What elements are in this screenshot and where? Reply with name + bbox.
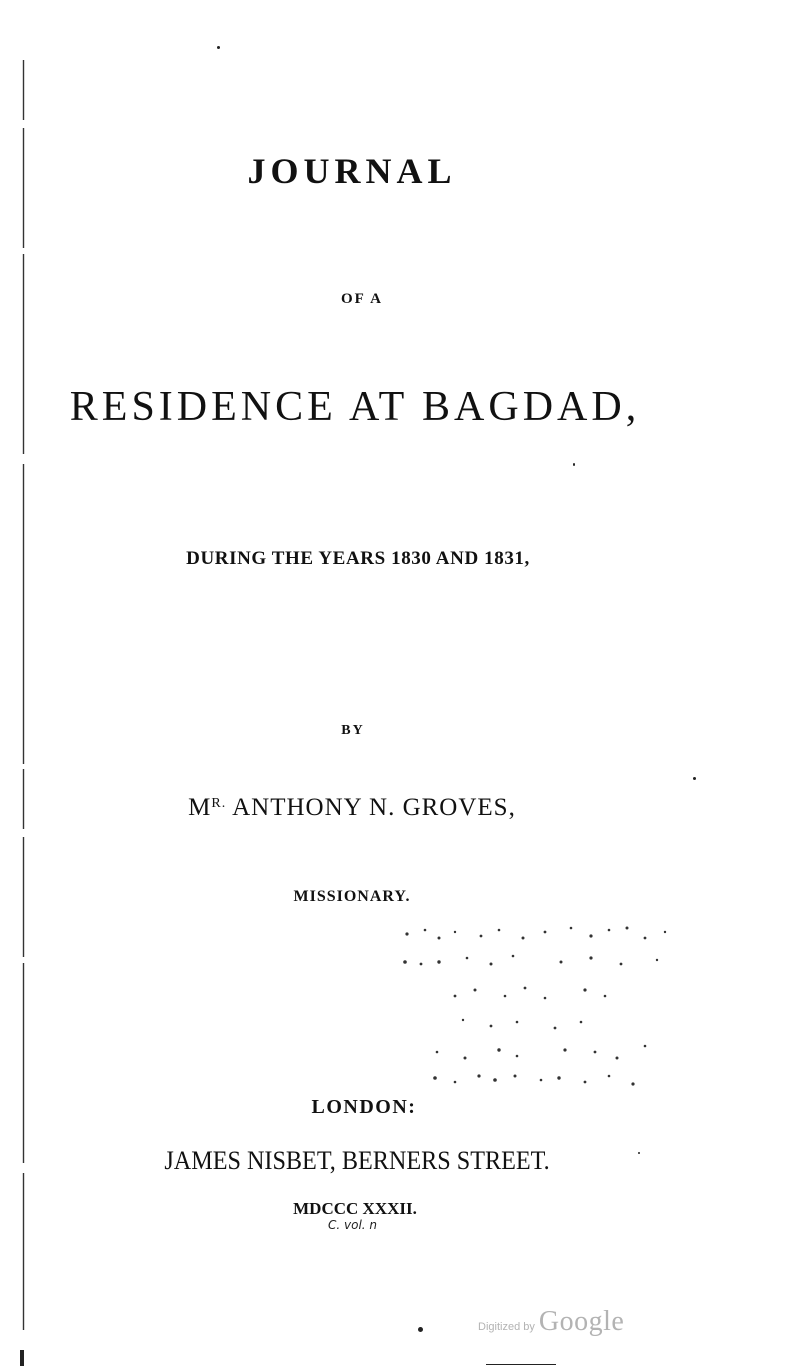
scan-speck bbox=[217, 46, 220, 49]
author-role: MISSIONARY. bbox=[293, 888, 411, 905]
author-name: ANTHONY N. GROVES, bbox=[232, 794, 516, 821]
title-connector: OF A bbox=[340, 291, 384, 307]
watermark-prefix: Digitized by bbox=[478, 1321, 535, 1333]
book-title: JOURNAL bbox=[247, 151, 457, 191]
library-stamp bbox=[395, 918, 685, 1098]
author-prefix-sup: R. bbox=[211, 796, 227, 811]
imprint-year: MDCCC XXXII. bbox=[293, 1199, 417, 1218]
by-line: BY bbox=[341, 723, 365, 738]
book-subtitle: RESIDENCE AT BAGDAD, bbox=[69, 384, 641, 430]
scan-speck bbox=[573, 463, 575, 466]
imprint-publisher: JAMES NISBET, BERNERS STREET. bbox=[164, 1146, 550, 1175]
watermark-brand: Google bbox=[538, 1306, 625, 1337]
author-line bbox=[188, 794, 516, 822]
author-prefix: M bbox=[188, 794, 212, 821]
handwritten-shelf-mark: C. vol. n bbox=[328, 1218, 378, 1232]
imprint-city: LONDON: bbox=[311, 1096, 417, 1118]
period-line: DURING THE YEARS 1830 AND 1831, bbox=[186, 548, 530, 569]
scan-speck bbox=[486, 1364, 556, 1365]
scan-speck bbox=[20, 1350, 24, 1366]
scan-speck bbox=[638, 1152, 640, 1154]
digitization-watermark bbox=[478, 1306, 624, 1338]
page-edge-line bbox=[22, 60, 25, 1330]
scan-speck bbox=[693, 777, 696, 780]
scan-speck bbox=[418, 1327, 423, 1332]
